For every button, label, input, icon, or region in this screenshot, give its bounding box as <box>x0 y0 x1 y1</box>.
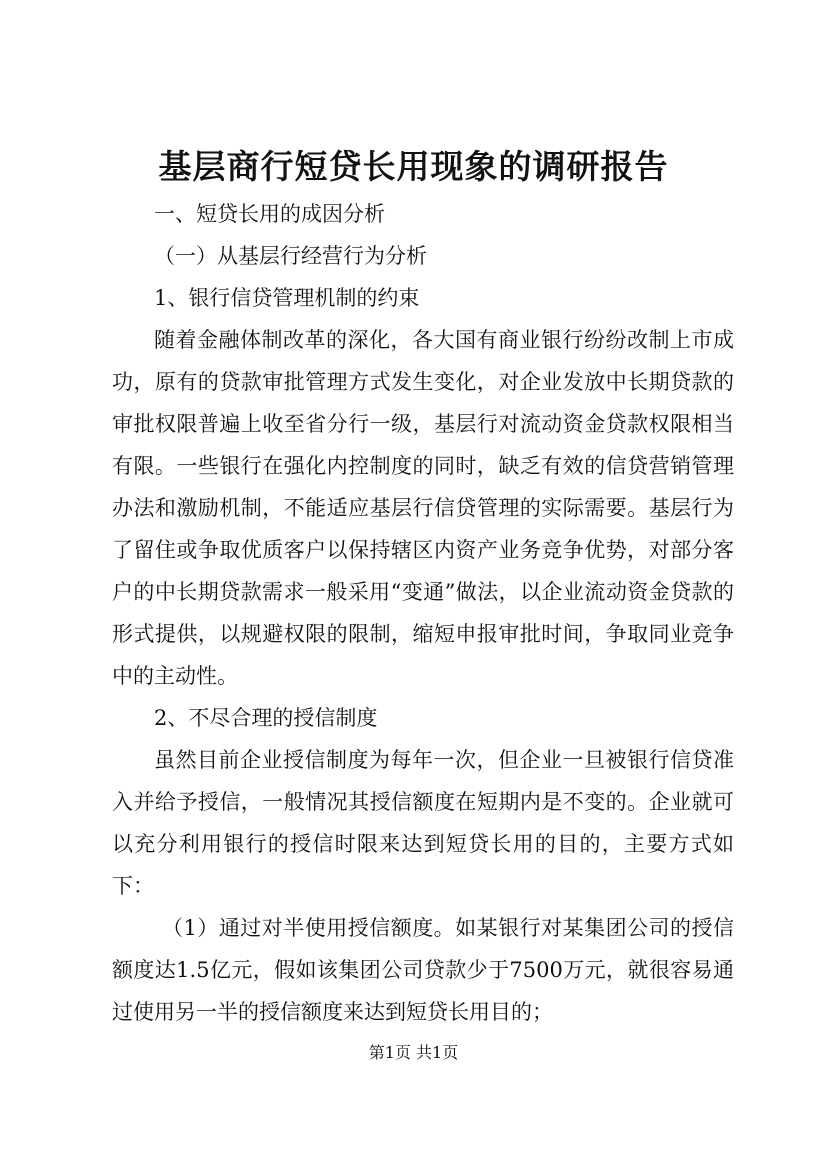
item-heading-2: 2、不尽合理的授信制度 <box>154 706 378 730</box>
document-title: 基层商行短贷长用现象的调研报告 <box>158 147 669 186</box>
document-body <box>112 193 734 1033</box>
item-heading-1: 1、银行信贷管理机制的约束 <box>154 286 420 310</box>
body-paragraph-3: （1）通过对半使用授信额度。如某银行对某集团公司的授信额度达1.5亿元，假如该集团公司贷款少于7500万元，就很容易通过使用另一半的授信额度来达到短贷长用目的； <box>112 916 734 1024</box>
subsection-heading: （一）从基层行经营行为分析 <box>154 244 427 268</box>
body-paragraph-2: 虽然目前企业授信制度为每年一次，但企业一旦被银行信贷准入并给予授信，一般情况其授信额度在短期内是不变的。企业就可以充分利用银行的授信时限来达到短贷长用的目的，主要方式如下： <box>112 748 734 898</box>
section-heading: 一、短贷长用的成因分析 <box>154 202 385 226</box>
body-paragraph-1: 随着金融体制改革的深化，各大国有商业银行纷纷改制上市成功，原有的贷款审批管理方式发生变化，对企业发放中长期贷款的审批权限普遍上收至省分行一级，基层行对流动资金贷款权限相当有限。一些银行在强化内控制度的同时，缺乏有效的信贷营销管理办法和激励机制，不能适应基层行信贷管理的实际需要。基层行为了留住或争取优质客户以保持辖区内资产业务竞争优势，对部分客户的中长期贷款需求一般采用“变通”做法，以企业流动资金贷款的形式提供，以规避权限的限制，缩短申报审批时间，争取同业竞争中的主动性。 <box>112 328 734 688</box>
page-footer: 第1页 共1页 <box>368 1043 459 1062</box>
